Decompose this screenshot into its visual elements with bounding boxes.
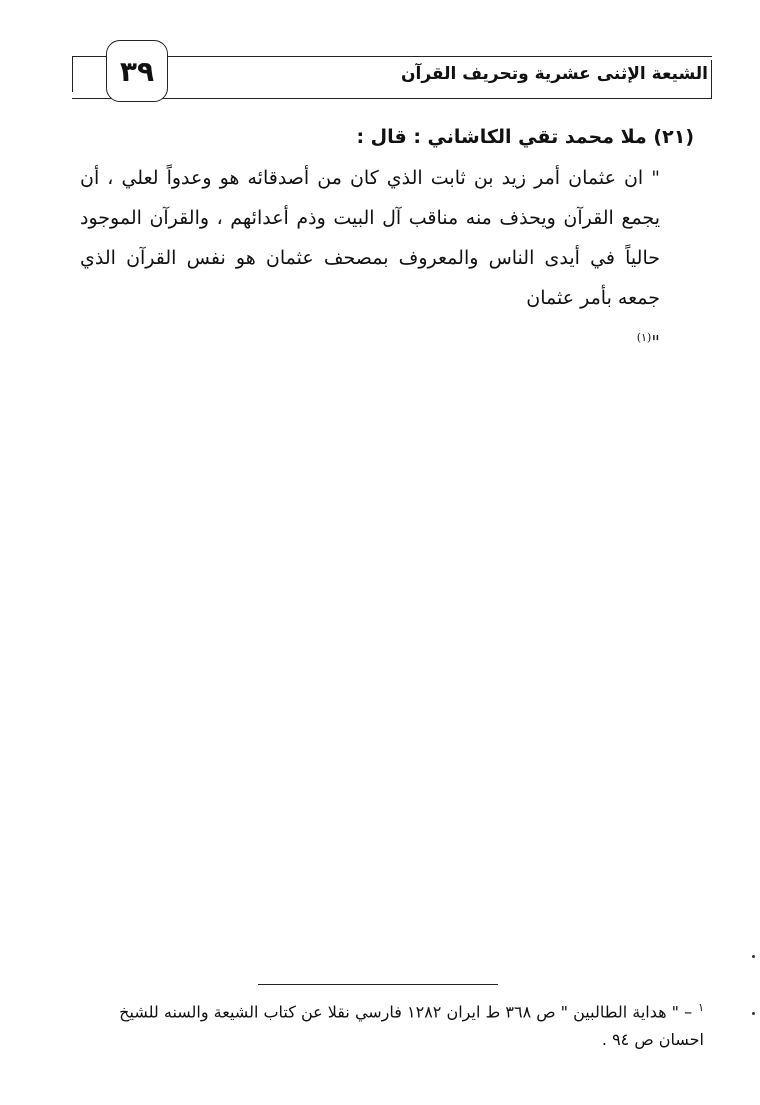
scan-speck (752, 1012, 755, 1015)
page-number-text: ٣٩ (119, 54, 155, 88)
body-text: " ان عثمان أمر زيد بن ثابت الذي كان من أصدقائه هو وعدواً لعلي ، أن يجمع القرآن ويحذف منه مناقب آل البيت وذم أعدائهم ، والقرآن الموجود حالياً في أيدى الناس والمعروف بمصحف عثمان هو نفس القرآن الذي جمعه بأمر عثمان (80, 167, 660, 309)
header-rule-right (711, 60, 712, 98)
header-rule-bottom (72, 98, 712, 99)
header-rule-top (72, 56, 712, 57)
footnote-reference: (١) (636, 331, 652, 344)
scan-speck (752, 955, 755, 958)
footnote (64, 994, 704, 1054)
running-title: الشيعة الإثنى عشرية وتحريف القرآن (401, 64, 708, 84)
footnote-text-1: – " هداية الطالبين " ص ٣٦٨ ط ايران ١٢٨٢ فارسي نقلا عن كتاب الشيعة والسنه للشيخ (119, 1002, 693, 1022)
body-paragraph (80, 158, 660, 362)
footnote-number: ١ (698, 1001, 704, 1014)
header-rule-left (72, 56, 73, 92)
footnote-separator (258, 984, 498, 985)
footnote-line-2: احسان ص ٩٤ . (601, 1030, 704, 1050)
footnote-line-1 (64, 994, 704, 1026)
page-number (106, 40, 168, 102)
closing-quote: " (651, 331, 660, 354)
section-heading: (٢١) ملا محمد تقي الكاشاني : قال : (356, 126, 694, 148)
body-closing (80, 318, 660, 362)
